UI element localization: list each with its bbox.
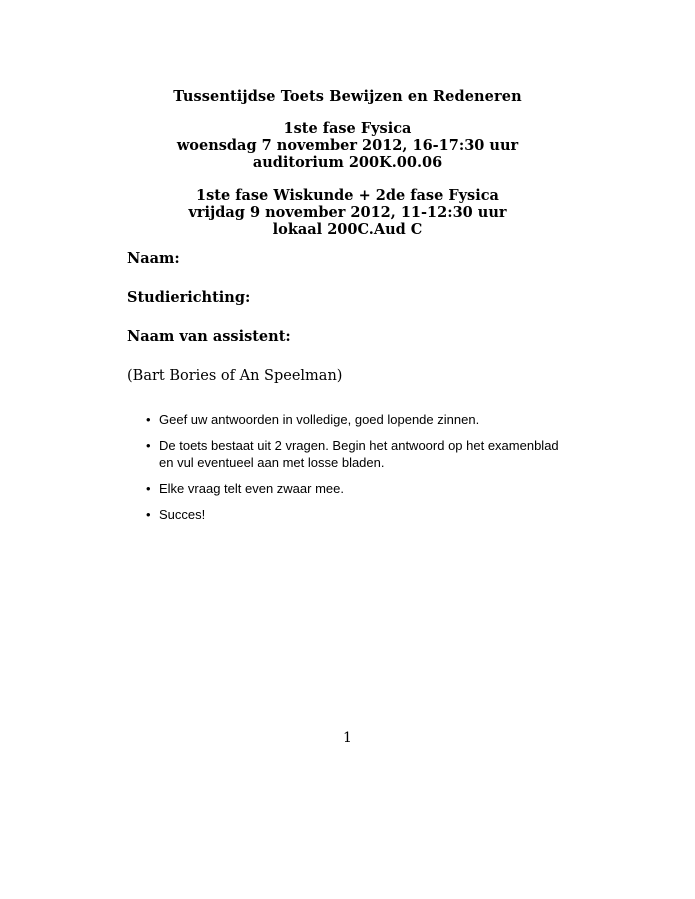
list-item [146,412,576,429]
session-datetime: woensdag 7 november 2012, 16-17:30 uur [176,137,519,154]
list-item [146,481,576,498]
bullet-icon: • [146,506,151,522]
study-program-field-label: Studierichting: [127,289,251,306]
instruction-text: De toets bestaat uit 2 vragen. Begin het antwoord op het examenblad en vul eventueel aan met losse bladen. [159,438,559,470]
instructions-list [146,412,576,533]
session-datetime: vrijdag 9 november 2012, 11-12:30 uur [188,204,507,221]
instruction-text: Succes! [159,506,206,522]
exam-title: Tussentijdse Toets Bewijzen en Redeneren [173,88,522,105]
list-item [146,438,576,471]
bullet-icon: • [146,412,151,427]
list-item [146,507,576,524]
session-group: 1ste fase Fysica [283,120,412,137]
instruction-text: Elke vraag telt even zwaar mee. [159,480,344,496]
instruction-text: Geef uw antwoorden in volledige, goed lopende zinnen. [159,412,480,427]
session-block-mathematics [0,187,695,238]
page-number: 1 [343,730,352,746]
assistants-note: (Bart Bories of An Speelman) [127,368,343,384]
session-location: lokaal 200C.Aud C [272,221,423,238]
bullet-icon: • [146,438,151,453]
session-location: auditorium 200K.00.06 [252,154,443,171]
session-group: 1ste fase Wiskunde + 2de fase Fysica [196,187,499,204]
session-block-physics [0,120,695,171]
bullet-icon: • [146,480,151,496]
assistant-field-label: Naam van assistent: [127,328,291,345]
name-field-label: Naam: [127,250,180,267]
